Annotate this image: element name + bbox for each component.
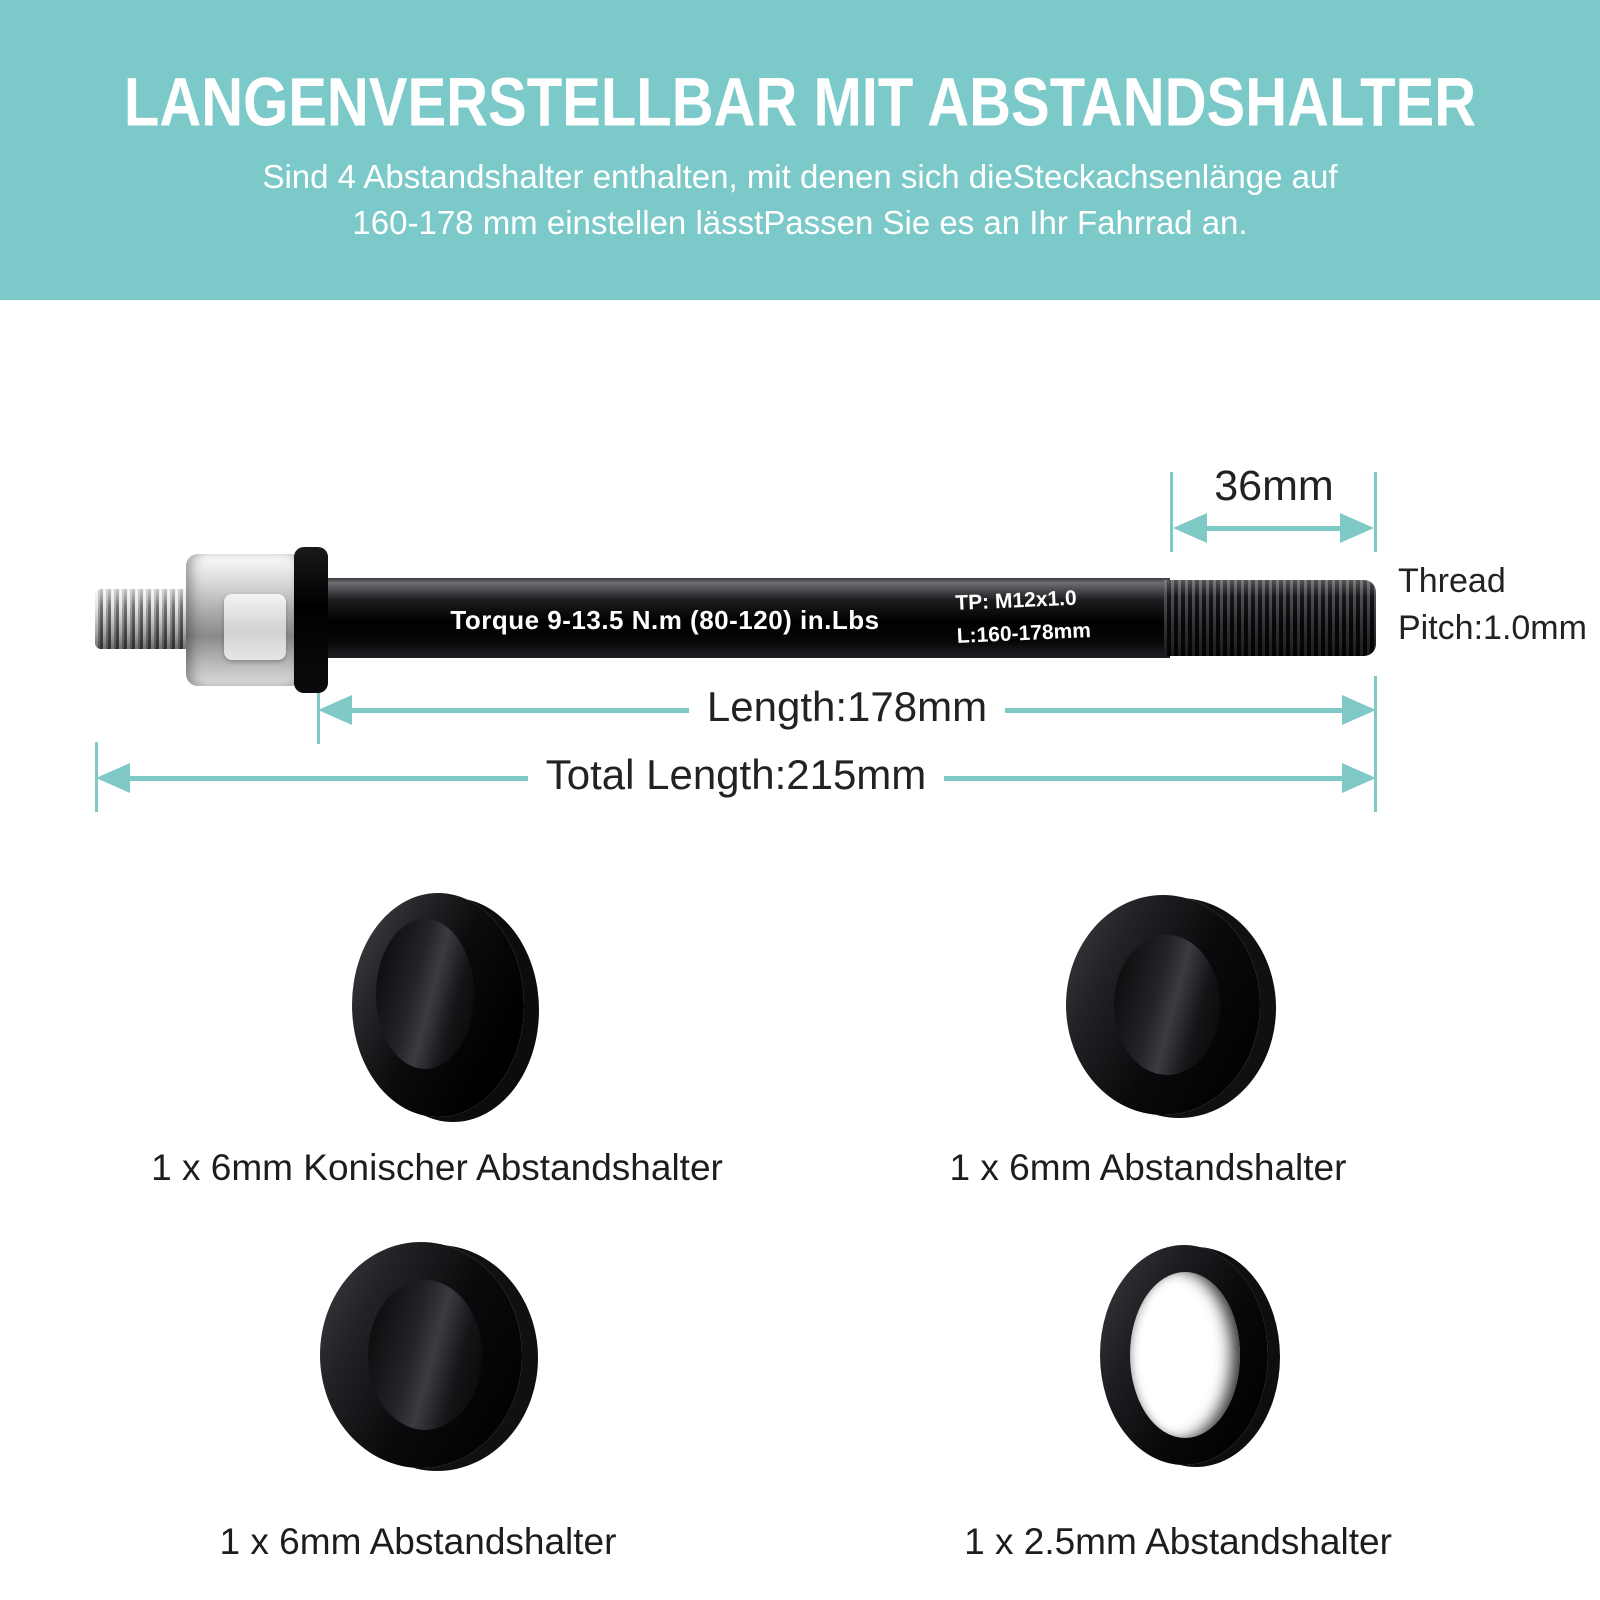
banner-title: LANGENVERSTELLBAR MIT ABSTANDSHALTER [123, 64, 1477, 141]
dim-length-label: Length:178mm [706, 683, 988, 730]
axle-left-thread [95, 589, 198, 649]
dim-36mm-label: 36mm [1214, 462, 1334, 510]
spacer-label-4: 1 x 2.5mm Abstandshalter [964, 1521, 1392, 1562]
arrow-right-icon [1342, 695, 1376, 725]
axle-collar [294, 547, 328, 693]
banner-subtitle-line2: 160-178 mm einstellen lässtPassen Sie es an Ihr Fahrrad an. [352, 204, 1248, 241]
axle-print-spec [955, 581, 1092, 653]
spacer-image-conical-6mm [352, 893, 524, 1117]
banner-subtitle-line1: Sind 4 Abstandshalter enthalten, mit denen sich dieSteckachsenlänge auf [262, 158, 1338, 195]
axle-hex-facet [224, 594, 286, 660]
dim-total-length-label: Total Length:215mm [545, 751, 927, 798]
dim-36mm-extension-line-right [1374, 472, 1377, 552]
dim-length [318, 683, 1376, 730]
spacer-label-3: 1 x 6mm Abstandshalter [219, 1521, 617, 1562]
axle-print-torque: Torque 9-13.5 N.m (80-120) in.Lbs [450, 605, 880, 635]
arrow-right-icon [1340, 513, 1374, 543]
arrow-left-icon [96, 763, 130, 793]
dim-total-length [96, 751, 1376, 798]
spacer-image-flat-6mm-a [1066, 895, 1260, 1115]
axle-right-thread [1164, 580, 1376, 656]
banner [0, 0, 1600, 300]
axle-head [186, 554, 302, 686]
spacer-image-thin-2-5mm [1100, 1245, 1268, 1465]
spacer-label-2: 1 x 6mm Abstandshalter [949, 1147, 1347, 1188]
arrow-left-icon [318, 695, 352, 725]
axle-print-spec-line2: L:160-178mm [956, 619, 1092, 648]
dim-36mm-arrow [1173, 512, 1374, 544]
thread-pitch-line1: Thread [1398, 562, 1506, 600]
spacer-image-flat-6mm-b [320, 1242, 522, 1468]
arrow-right-icon [1342, 763, 1376, 793]
spacer-label-1: 1 x 6mm Konischer Abstandshalter [151, 1147, 723, 1188]
axle-print-spec-line1: TP: M12x1.0 [954, 586, 1078, 615]
thread-pitch-label [1398, 558, 1587, 652]
arrow-left-icon [1173, 513, 1207, 543]
thread-pitch-line2: Pitch:1.0mm [1398, 609, 1587, 647]
